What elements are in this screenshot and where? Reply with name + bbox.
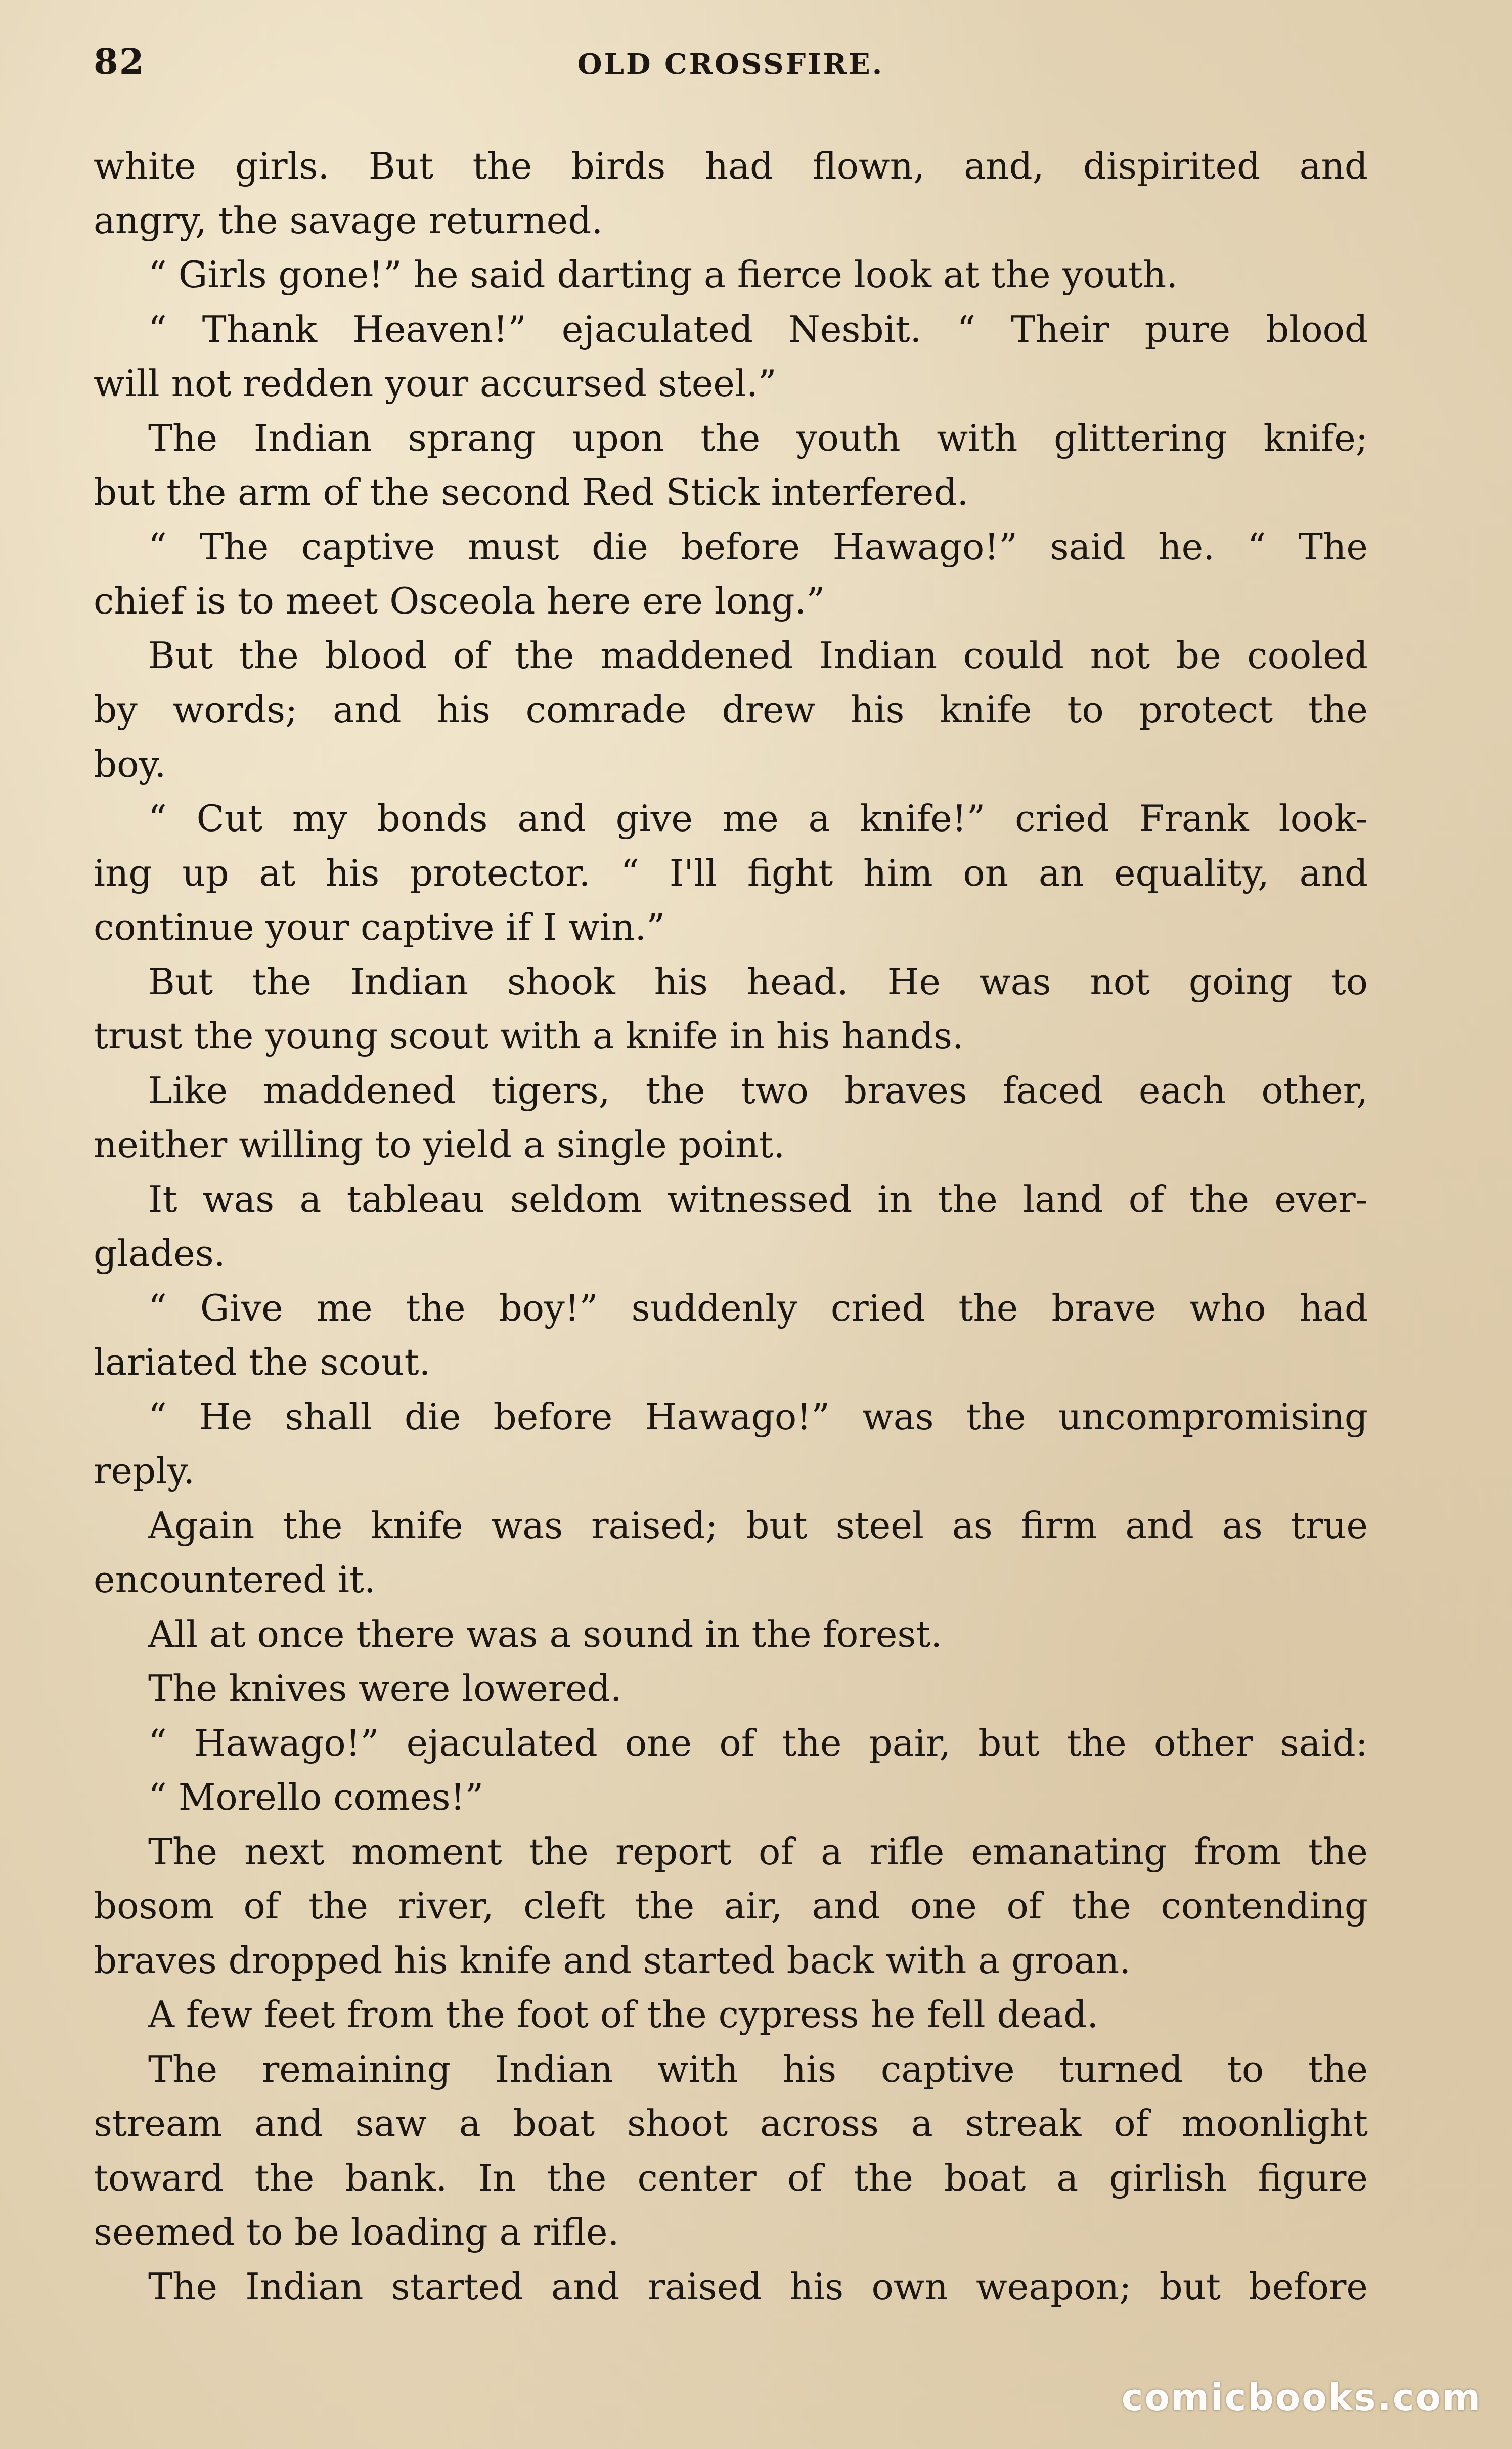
text-line: chief is to meet Osceola here ere long.” [94,580,825,622]
text-line: neither willing to yield a single point. [94,1123,785,1166]
text-line: The Indian started and raised his own weapon; but before [148,2265,1368,2308]
text-line: “ The captive must die before Hawago!” said he. “ The [148,525,1368,568]
text-line: But the Indian shook his head. He was not going to [148,960,1368,1003]
text-line: braves dropped his knife and started back with a groan. [94,1939,1131,1982]
text-line: continue your captive if I win.” [94,906,665,948]
text-line: glades. [94,1232,226,1275]
text-line: but the arm of the second Red Stick interfered. [94,471,969,513]
text-line: “ Morello comes!” [148,1776,484,1818]
text-line: It was a tableau seldom witnessed in the land of the ever- [148,1177,1368,1220]
text-line: stream and saw a boat shoot across a streak of moonlight [94,2102,1368,2145]
watermark: comicbooks.com [1121,2376,1482,2419]
text-line: toward the bank. In the center of the boat a girlish figure [94,2156,1368,2199]
text-line: “ Hawago!” ejaculated one of the pair, but the other said: [148,1721,1368,1764]
text-line: But the blood of the maddened Indian could not be cooled [148,634,1368,677]
text-line: angry, the savage returned. [94,199,603,242]
text-line: trust the young scout with a knife in his hands. [94,1015,964,1057]
text-line: The remaining Indian with his captive turned to the [148,2047,1368,2090]
text-line: will not redden your accursed steel.” [94,362,777,405]
page-number: 82 [94,40,145,82]
text-line: A few feet from the foot of the cypress he fell dead. [148,1993,1099,2036]
text-line: The knives were lowered. [148,1667,622,1710]
text-line: Again the knife was raised; but steel as firm and as true [148,1504,1368,1547]
text-line: encountered it. [94,1558,376,1601]
body-text [94,139,1368,2314]
text-line: seemed to be loading a rifle. [94,2211,619,2253]
text-line: ing up at his protector. “ I'll fight him on an equality, and [94,851,1368,894]
text-line: Like maddened tigers, the two braves faced each other, [148,1069,1368,1112]
text-line: The next moment the report of a rifle emanating from the [148,1830,1368,1873]
text-line: “ Thank Heaven!” ejaculated Nesbit. “ Their pure blood [148,308,1368,351]
text-line: “ Cut my bonds and give me a knife!” cried Frank look- [148,797,1368,840]
text-line: “ Girls gone!” he said darting a fierce look at the youth. [148,253,1178,296]
page-header [94,40,1368,96]
running-head: OLD CROSSFIRE. [577,48,884,81]
text-line: reply. [94,1450,195,1492]
text-line: by words; and his comrade drew his knife to protect the [94,688,1368,731]
text-line: “ He shall die before Hawago!” was the uncompromising [148,1395,1368,1438]
text-line: All at once there was a sound in the forest. [148,1612,943,1655]
text-line: boy. [94,742,166,785]
text-line: lariated the scout. [94,1341,431,1383]
text-line: white girls. But the birds had flown, and, dispirited and [94,145,1368,187]
text-line: “ Give me the boy!” suddenly cried the brave who had [148,1286,1368,1329]
text-line: bosom of the river, cleft the air, and one of the contending [94,1885,1368,1927]
text-line: The Indian sprang upon the youth with glittering knife; [148,416,1368,459]
